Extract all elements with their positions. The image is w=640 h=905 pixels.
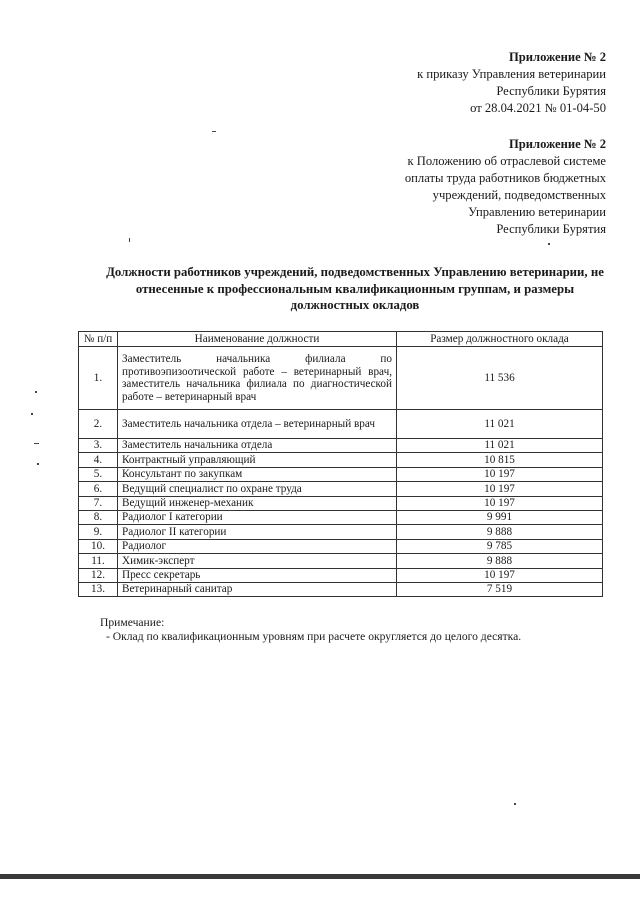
row-number: 10. [79, 539, 118, 553]
salary-value: 11 021 [397, 439, 603, 453]
scan-speck [129, 238, 130, 242]
column-header-salary: Размер должностного оклада [397, 332, 603, 347]
row-number: 3. [79, 439, 118, 453]
table-row [79, 482, 603, 496]
document-title: Должности работников учреждений, подведомственных Управлению ветеринарии, не отнесенные к профессиональным квалификационным группам, и размеры должностных окладов [106, 265, 604, 312]
appendix-order-reference [306, 49, 606, 117]
table-row [79, 467, 603, 481]
position-name: Заместитель начальника отдела [118, 439, 397, 453]
positions-table [78, 331, 603, 597]
appendix-line: к Положению об отраслевой системе [407, 154, 606, 168]
table-row [79, 510, 603, 524]
appendix-line: Управлению ветеринарии [468, 205, 606, 219]
table-row [79, 410, 603, 439]
appendix-line: от 28.04.2021 № 01-04-50 [470, 101, 606, 115]
table-row [79, 453, 603, 467]
appendix-heading: Приложение № 2 [508, 137, 606, 151]
row-number: 2. [79, 410, 118, 439]
note-text: - Оклад по квалификационным уровням при расчете округляется до целого десятка. [106, 630, 522, 643]
position-name: Радиолог [118, 539, 397, 553]
note-section [100, 616, 521, 644]
scan-speck [514, 803, 516, 805]
position-name: Химик-эксперт [118, 554, 397, 568]
column-header-number: № п/п [79, 332, 118, 347]
appendix-line: к приказу Управления ветеринарии [417, 67, 606, 81]
appendix-line: Республики Бурятия [496, 222, 606, 236]
scan-edge-bar [0, 874, 640, 879]
salary-value: 11 021 [397, 410, 603, 439]
note-label: Примечание: [100, 616, 165, 629]
position-name: Заместитель начальника филиала по противоэпизоотической работе – ветеринарный врач, заместитель начальника филиала по диагностической работе – ветеринарный врач [118, 347, 397, 410]
salary-value: 9 991 [397, 510, 603, 524]
salary-value: 10 197 [397, 496, 603, 510]
position-name: Ведущий специалист по охране труда [118, 482, 397, 496]
scan-speck [35, 391, 37, 393]
table-row [79, 554, 603, 568]
table-row [79, 539, 603, 553]
row-number: 4. [79, 453, 118, 467]
table-row [79, 525, 603, 539]
position-name: Контрактный управляющий [118, 453, 397, 467]
position-name: Ведущий инженер-механик [118, 496, 397, 510]
scan-speck [31, 413, 33, 415]
position-name: Консультант по закупкам [118, 467, 397, 481]
salary-value: 9 888 [397, 525, 603, 539]
row-number: 8. [79, 510, 118, 524]
table-row [79, 582, 603, 596]
salary-value: 10 197 [397, 467, 603, 481]
row-number: 9. [79, 525, 118, 539]
table-row [79, 568, 603, 582]
appendix-line: Республики Бурятия [496, 84, 606, 98]
scan-speck [548, 243, 550, 245]
table-row [79, 496, 603, 510]
row-number: 5. [79, 467, 118, 481]
table-row [79, 347, 603, 410]
appendix-heading: Приложение № 2 [508, 50, 606, 64]
salary-value: 9 888 [397, 554, 603, 568]
table-row [79, 439, 603, 453]
row-number: 7. [79, 496, 118, 510]
row-number: 12. [79, 568, 118, 582]
row-number: 6. [79, 482, 118, 496]
salary-value: 10 815 [397, 453, 603, 467]
salary-value: 10 197 [397, 482, 603, 496]
position-name: Заместитель начальника отдела – ветеринарный врач [118, 410, 397, 439]
salary-value: 9 785 [397, 539, 603, 553]
row-number: 11. [79, 554, 118, 568]
position-name: Пресс секретарь [118, 568, 397, 582]
appendix-line: учреждений, подведомственных [432, 188, 606, 202]
appendix-regulation-reference [306, 136, 606, 238]
scan-speck [37, 463, 39, 465]
row-number: 13. [79, 582, 118, 596]
scan-speck [212, 131, 216, 132]
salary-value: 10 197 [397, 568, 603, 582]
table-header-row [79, 332, 603, 347]
appendix-line: оплаты труда работников бюджетных [404, 171, 606, 185]
scan-speck [34, 443, 39, 444]
salary-value: 11 536 [397, 347, 603, 410]
column-header-position: Наименование должности [118, 332, 397, 347]
position-name: Радиолог II категории [118, 525, 397, 539]
salary-value: 7 519 [397, 582, 603, 596]
row-number: 1. [79, 347, 118, 410]
position-name: Радиолог I категории [118, 510, 397, 524]
position-name: Ветеринарный санитар [118, 582, 397, 596]
